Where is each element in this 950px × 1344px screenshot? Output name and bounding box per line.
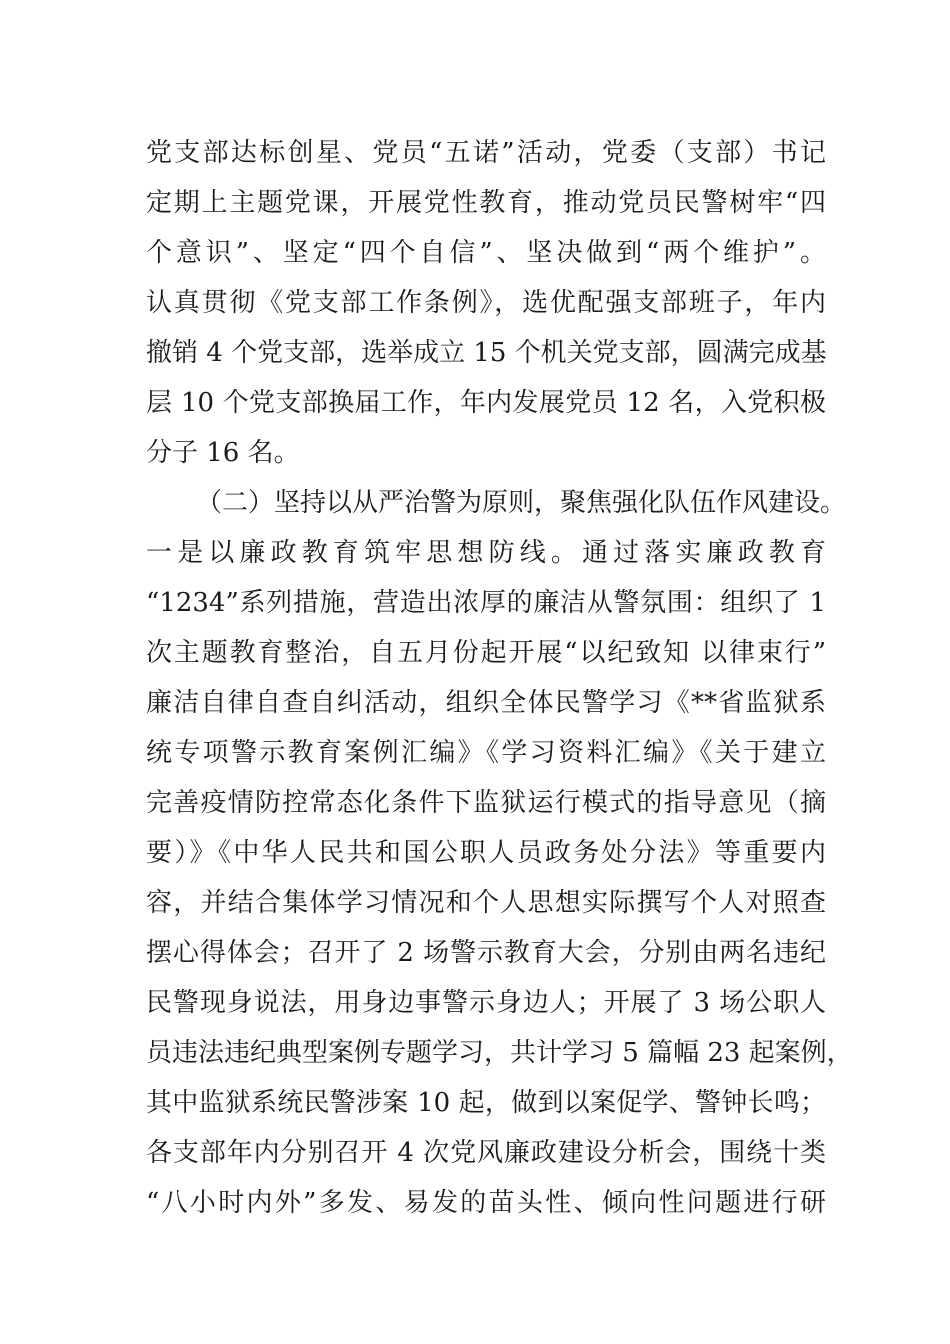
text-line: 完善疫情防控常态化条件下监狱运行模式的指导意见（摘 (146, 788, 826, 818)
text-line: 一是以廉政教育筑牢思想防线。通过落实廉政教育 (146, 538, 826, 568)
text-line: 定期上主题党课，开展党性教育，推动党员民警树牢“四 (146, 188, 826, 218)
text-line: 统专项警示教育案例汇编》《学习资料汇编》《关于建立 (146, 738, 826, 768)
text-line: “1234”系列措施，营造出浓厚的廉洁从警氛围：组织了 1 (146, 588, 826, 618)
text-line: 层 10 个党支部换届工作，年内发展党员 12 名，入党积极 (146, 388, 826, 418)
text-line: 分子 16 名。 (146, 438, 300, 468)
body-text (146, 128, 853, 1228)
text-line: 员违法违纪典型案例专题学习，共计学习 5 篇幅 23 起案例， (146, 1038, 853, 1068)
text-line: 撤销 4 个党支部，选举成立 15 个机关党支部，圆满完成基 (146, 338, 827, 368)
text-line: 各支部年内分别召开 4 次党风廉政建设分析会，围绕十类 (146, 1138, 826, 1168)
text-line: 次主题教育整治，自五月份起开展“以纪致知 以律束行” (146, 638, 826, 668)
text-line: 民警现身说法，用身边事警示身边人；开展了 3 场公职人 (146, 988, 826, 1018)
section-heading-line: （二）坚持以从严治警为原则，聚焦强化队伍作风建设。 (196, 488, 847, 518)
text-line: 要）》《中华人民共和国公职人员政务处分法》等重要内 (146, 838, 826, 868)
text-line: 摆心得体会；召开了 2 场警示教育大会，分别由两名违纪 (146, 938, 826, 968)
text-line: 容，并结合集体学习情况和个人思想实际撰写个人对照查 (146, 888, 826, 918)
text-line: “八小时内外”多发、易发的苗头性、倾向性问题进行研 (146, 1188, 826, 1218)
text-line: 认真贯彻《党支部工作条例》，选优配强支部班子，年内 (146, 288, 826, 318)
text-line: 个意识”、坚定“四个自信”、坚决做到“两个维护”。 (146, 238, 826, 268)
text-line: 其中监狱系统民警涉案 10 起，做到以案促学、警钟长鸣； (146, 1088, 826, 1118)
text-line: 廉洁自律自查自纠活动，组织全体民警学习《**省监狱系 (146, 688, 826, 718)
text-line: 党支部达标创星、党员“五诺”活动，党委（支部）书记 (146, 138, 826, 168)
